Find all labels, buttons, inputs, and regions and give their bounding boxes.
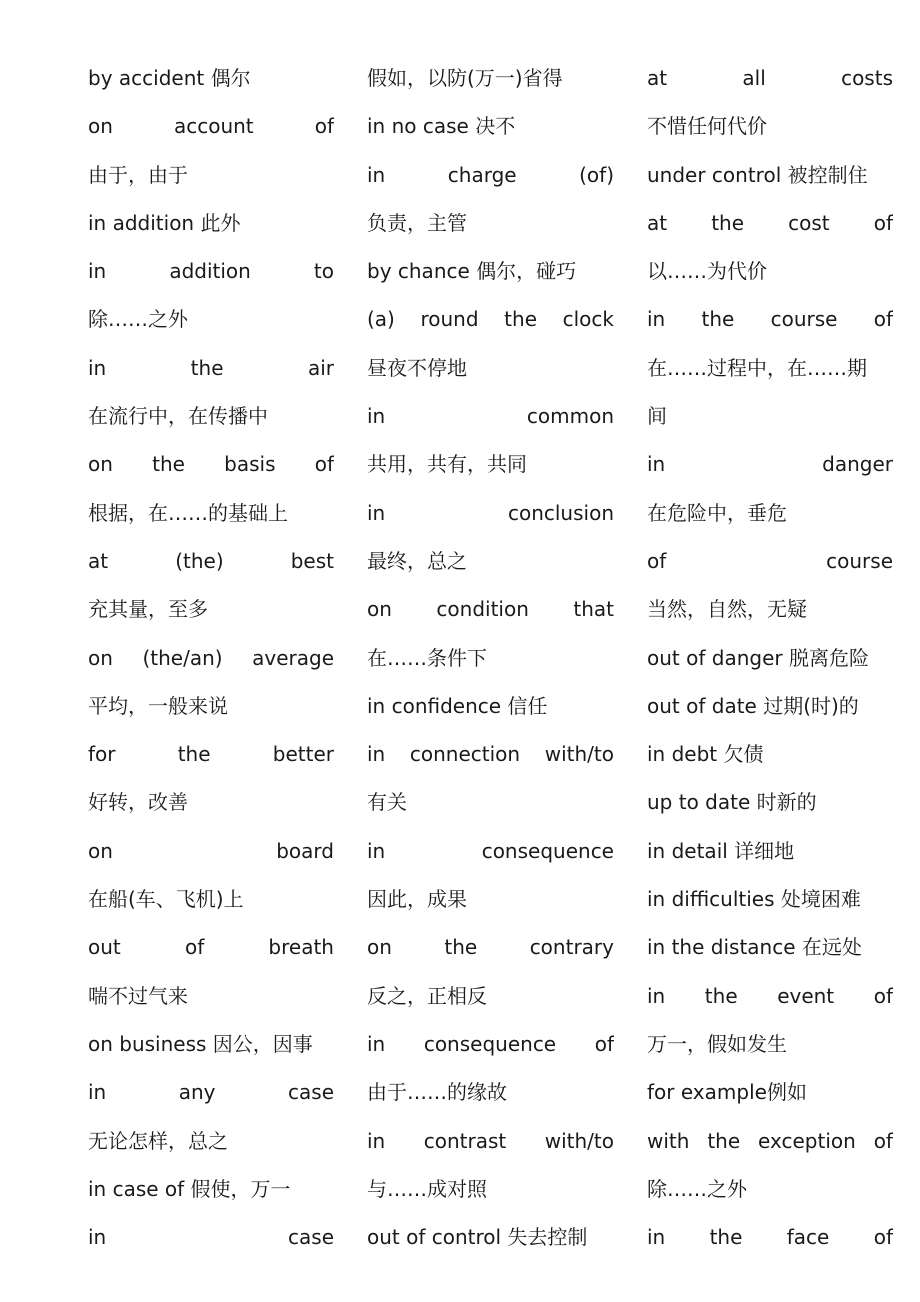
entry-line: 当然，自然，无疑 xyxy=(647,597,807,622)
column-1 xyxy=(88,54,334,1261)
entry-word: the xyxy=(711,210,745,235)
entry-line: 由于……的缘故 xyxy=(367,1080,507,1105)
entry-line xyxy=(367,1117,614,1165)
entry-word: (the) xyxy=(175,548,224,573)
entry-word: of xyxy=(314,452,334,477)
entry-word: of xyxy=(873,210,893,235)
entry-line xyxy=(88,923,334,971)
entry-word: clock xyxy=(562,307,614,332)
entry-line: for example例如 xyxy=(647,1080,807,1105)
entry-line: 除……之外 xyxy=(647,1176,747,1201)
entry-word: (the/an) xyxy=(142,645,223,670)
entry-line: out of danger 脱离危险 xyxy=(647,645,869,670)
entry-word: the xyxy=(504,307,537,332)
entry-word: in xyxy=(367,838,386,863)
entry-word: of xyxy=(873,307,893,332)
entry-line xyxy=(647,440,893,488)
entry-word: in xyxy=(88,1080,107,1105)
entry-line: up to date 时新的 xyxy=(647,790,817,815)
entry-word: of xyxy=(647,548,667,573)
entry-line: 假如，以防(万一)省得 xyxy=(367,66,563,90)
entry-word: costs xyxy=(841,66,893,90)
entry-word: in xyxy=(647,307,666,332)
entry-word: in xyxy=(367,742,386,767)
entry-line xyxy=(367,827,614,875)
entry-word: consequence xyxy=(423,1031,557,1056)
entry-line: in the distance 在远处 xyxy=(647,935,862,960)
entry-line xyxy=(88,827,334,875)
entry-word: in xyxy=(88,259,107,284)
entry-line: 万一，假如发生 xyxy=(647,1031,787,1056)
entry-line xyxy=(367,923,614,971)
entry-word: for xyxy=(88,742,116,767)
entry-word: the xyxy=(709,1225,743,1250)
entry-word: in xyxy=(88,1225,107,1250)
entry-word: out xyxy=(88,935,121,960)
entry-word: at xyxy=(647,210,668,235)
entry-word: with/to xyxy=(544,1128,614,1153)
entry-word: course xyxy=(770,307,838,332)
entry-line: 在……条件下 xyxy=(367,645,487,670)
entry-word: the xyxy=(190,355,224,380)
entry-word: of xyxy=(873,1128,893,1153)
entry-line xyxy=(88,102,334,150)
entry-word: with xyxy=(647,1128,690,1153)
entry-line xyxy=(88,537,334,585)
entry-word: any xyxy=(178,1080,216,1105)
entry-word: of xyxy=(873,983,893,1008)
entry-line xyxy=(647,1117,893,1165)
entry-word: with/to xyxy=(544,742,614,767)
entry-word: conclusion xyxy=(507,500,614,525)
entry-word: addition xyxy=(169,259,251,284)
entry-line: 昼夜不停地 xyxy=(367,355,467,380)
entry-word: of xyxy=(314,114,334,139)
entry-word: connection xyxy=(409,742,521,767)
entry-line: in debt 欠债 xyxy=(647,742,764,767)
entry-line: 间 xyxy=(647,404,667,429)
entry-word: on xyxy=(367,935,392,960)
entry-line: 共用，共有，共同 xyxy=(367,452,527,477)
entry-word: case xyxy=(288,1225,334,1250)
entry-word: on xyxy=(88,645,113,670)
entry-line: 除……之外 xyxy=(88,307,188,332)
entry-word: that xyxy=(573,597,614,622)
entry-word: at xyxy=(88,548,109,573)
entry-line xyxy=(647,537,893,585)
entry-line: 在船(车、飞机)上 xyxy=(88,887,244,912)
entry-word: case xyxy=(288,1080,334,1105)
entry-line: 在危险中，垂危 xyxy=(647,500,787,525)
entry-line xyxy=(367,730,614,778)
entry-line xyxy=(647,54,893,102)
entry-line: by accident 偶尔 xyxy=(88,66,251,90)
entry-line: 有关 xyxy=(367,790,407,815)
entry-word: of xyxy=(873,1225,893,1250)
entry-line: 因此，成果 xyxy=(367,887,467,912)
entry-line: 根据，在……的基础上 xyxy=(88,500,288,525)
entry-line: 反之，正相反 xyxy=(367,983,487,1008)
entry-word: board xyxy=(276,838,334,863)
entry-line: in confidence 信任 xyxy=(367,693,548,718)
entry-word: all xyxy=(742,66,766,90)
entry-line xyxy=(367,1020,614,1068)
entry-line: 在……过程中，在……期 xyxy=(647,355,867,380)
entry-word: average xyxy=(252,645,334,670)
entry-word: course xyxy=(826,548,893,573)
entry-word: danger xyxy=(822,452,893,477)
entry-line: in no case 决不 xyxy=(367,114,516,139)
entry-word: contrary xyxy=(529,935,614,960)
entry-word: round xyxy=(420,307,479,332)
entry-word: the xyxy=(704,983,738,1008)
entry-word: basis xyxy=(224,452,276,477)
entry-line xyxy=(647,1213,893,1261)
entry-line: out of control 失去控制 xyxy=(367,1225,588,1250)
entry-word: consequence xyxy=(481,838,614,863)
entry-word: the xyxy=(177,742,211,767)
entry-line: 平均，一般来说 xyxy=(88,693,228,718)
entry-word: best xyxy=(290,548,334,573)
entry-word: contrast xyxy=(423,1128,507,1153)
column-3 xyxy=(647,54,893,1261)
entry-line: 喘不过气来 xyxy=(88,983,188,1008)
entry-line xyxy=(367,392,614,440)
entry-word: of xyxy=(184,935,205,960)
entry-line xyxy=(88,1213,334,1261)
entry-line xyxy=(88,247,334,295)
entry-line xyxy=(88,440,334,488)
entry-word: the xyxy=(707,1128,741,1153)
entry-line xyxy=(88,730,334,778)
entry-word: in xyxy=(367,1031,386,1056)
entry-word: in xyxy=(367,162,386,187)
entry-line: 与……成对照 xyxy=(367,1176,487,1201)
entry-line xyxy=(367,585,614,633)
entry-word: at xyxy=(647,66,668,90)
entry-line: on business 因公，因事 xyxy=(88,1031,313,1056)
entry-word: in xyxy=(367,404,386,429)
entry-line: 最终，总之 xyxy=(367,548,467,573)
entry-line xyxy=(88,1068,334,1116)
entry-word: face xyxy=(786,1225,830,1250)
entry-line: 负责，主管 xyxy=(367,210,467,235)
entry-word: on xyxy=(367,597,392,622)
entry-word: in xyxy=(88,355,107,380)
entry-line: 以……为代价 xyxy=(647,259,767,284)
entry-line: 在流行中，在传播中 xyxy=(88,404,268,429)
entry-word: in xyxy=(647,983,666,1008)
entry-word: the xyxy=(701,307,735,332)
entry-word: exception xyxy=(758,1128,856,1153)
entry-word: on xyxy=(88,452,113,477)
entry-word: (a) xyxy=(367,307,395,332)
entry-word: air xyxy=(307,355,334,380)
entry-line: 充其量，至多 xyxy=(88,597,208,622)
entry-word: better xyxy=(272,742,334,767)
entry-line: 由于，由于 xyxy=(88,162,188,187)
entry-word: the xyxy=(152,452,185,477)
entry-word: of xyxy=(594,1031,614,1056)
entry-word: in xyxy=(647,452,666,477)
entry-line xyxy=(88,344,334,392)
entry-word: (of) xyxy=(579,162,614,187)
entry-word: event xyxy=(777,983,835,1008)
entry-word: cost xyxy=(788,210,830,235)
entry-line xyxy=(647,972,893,1020)
column-2 xyxy=(367,54,614,1261)
entry-line xyxy=(367,151,614,199)
entry-line: in addition 此外 xyxy=(88,210,241,235)
entry-line: in detail 详细地 xyxy=(647,838,795,863)
entry-line xyxy=(88,634,334,682)
entry-word: on xyxy=(88,838,113,863)
entry-line: in case of 假使，万一 xyxy=(88,1176,291,1201)
entry-line: in difficulties 处境困难 xyxy=(647,887,861,912)
entry-word: in xyxy=(367,500,386,525)
entry-line xyxy=(367,489,614,537)
entry-line: 不惜任何代价 xyxy=(647,114,767,139)
entry-line: 好转，改善 xyxy=(88,790,188,815)
entry-line: out of date 过期(时)的 xyxy=(647,693,859,718)
entry-word: condition xyxy=(436,597,529,622)
entry-word: common xyxy=(526,404,614,429)
entry-line: by chance 偶尔，碰巧 xyxy=(367,259,577,284)
entry-word: breath xyxy=(268,935,334,960)
entry-line xyxy=(647,295,893,343)
entry-line xyxy=(367,295,614,343)
entry-line: 无论怎样，总之 xyxy=(88,1128,228,1153)
entry-word: in xyxy=(367,1128,386,1153)
entry-word: in xyxy=(647,1225,666,1250)
entry-word: the xyxy=(444,935,478,960)
entry-word: on xyxy=(88,114,113,139)
entry-word: to xyxy=(313,259,334,284)
entry-line xyxy=(647,199,893,247)
entry-word: account xyxy=(173,114,254,139)
entry-line: under control 被控制住 xyxy=(647,162,868,187)
entry-word: charge xyxy=(447,162,517,187)
